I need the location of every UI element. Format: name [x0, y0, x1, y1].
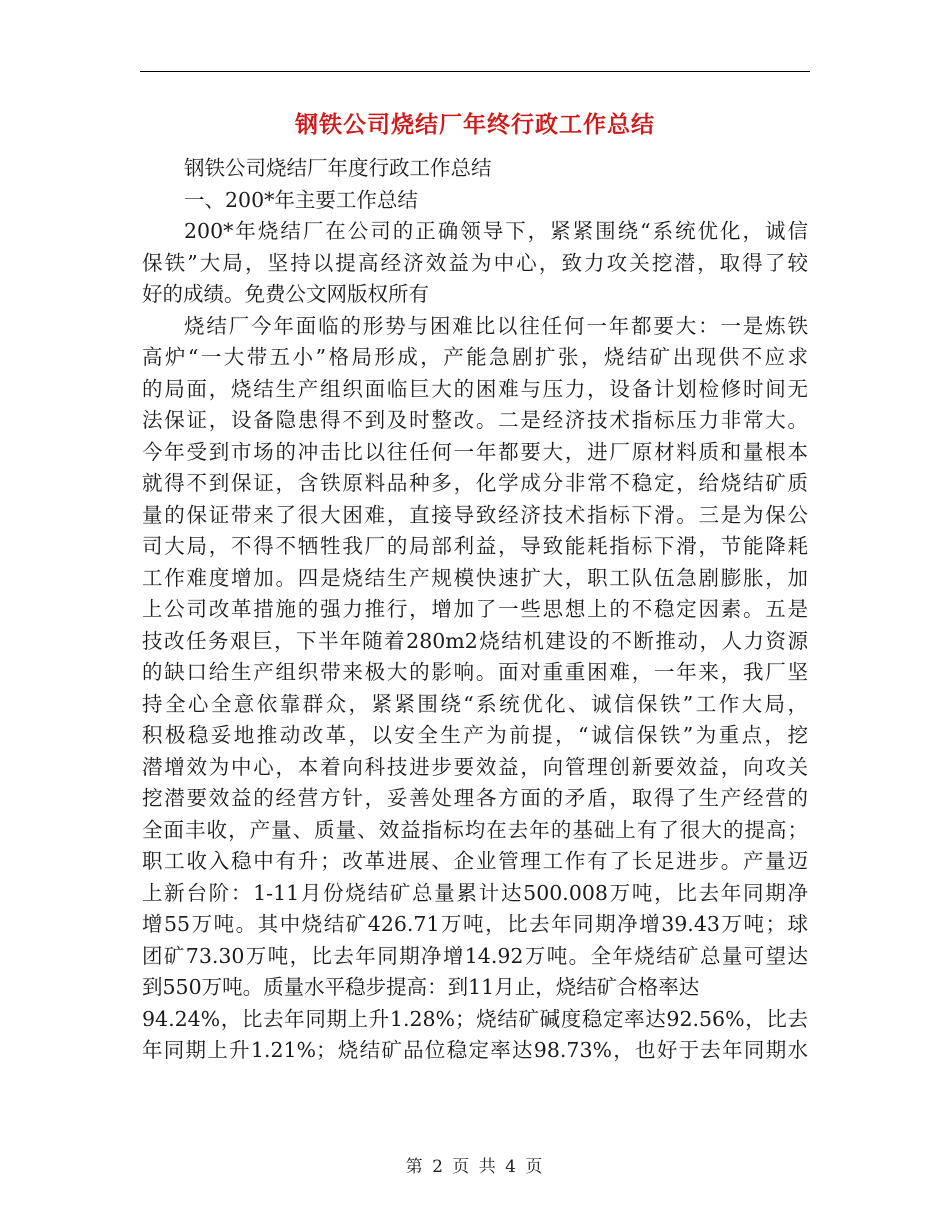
paragraph-line: 94.24%，比去年同期上升1.28%；烧结矿碱度稳定率达92.56%，比去: [142, 1006, 808, 1031]
paragraph-line: 的局面，烧结生产组织面临巨大的困难与压力，设备计划检修时间无: [142, 376, 808, 401]
paragraph-line: 团矿73.30万吨，比去年同期净增14.92万吨。全年烧结矿总量可望达: [142, 943, 808, 968]
paragraph-line: 工作难度增加。四是烧结生产规模快速扩大，职工队伍急剧膨胀，加: [142, 565, 808, 590]
paragraph-line: 全面丰收，产量、质量、效益指标均在去年的基础上有了很大的提高；: [142, 817, 808, 842]
paragraph-line: 的缺口给生产组织带来极大的影响。面对重重困难，一年来，我厂坚: [142, 660, 808, 684]
paragraph-line: 增55万吨。其中烧结矿426.71万吨，比去年同期净增39.43万吨；球: [142, 912, 808, 936]
paragraph-line: 200*年烧结厂在公司的正确领导下，紧紧围绕“系统优化，诚信: [184, 219, 808, 243]
page-number: 第 2 页 共 4 页: [405, 1157, 545, 1177]
paragraph-line: 持全心全意依靠群众，紧紧围绕“系统优化、诚信保铁”工作大局，: [142, 691, 808, 716]
paragraph-line: 烧结厂今年面临的形势与困难比以往任何一年都要大：一是炼铁: [184, 313, 808, 338]
paragraph-line: 量的保证带来了很大困难，直接导致经济技术指标下滑。三是为保公: [142, 502, 808, 527]
paragraph-line: 司大局，不得不牺牲我厂的局部利益，导致能耗指标下滑，节能降耗: [142, 534, 808, 558]
paragraph-line: 今年受到市场的冲击比以往任何一年都要大，进厂原材料质和量根本: [142, 439, 808, 464]
paragraph-line: 到550万吨。质量水平稳步提高：到11月止，烧结矿合格率达: [142, 975, 700, 999]
paragraph-line: 年同期上升1.21%；烧结矿品位稳定率达98.73%，也好于去年同期水: [142, 1038, 808, 1062]
paragraph-line: 技改任务艰巨，下半年随着280m2烧结机建设的不断推动，人力资源: [142, 628, 808, 653]
paragraph-line: 保铁”大局，坚持以提高经济效益为中心，致力攻关挖潜，取得了较: [142, 250, 808, 275]
paragraph-line: 积极稳妥地推动改革，以安全生产为前提，“诚信保铁”为重点，挖: [142, 723, 808, 747]
paragraph-line: 挖潜要效益的经营方针，妥善处理各方面的矛盾，取得了生产经营的: [142, 786, 808, 810]
paragraph-line: 上公司改革措施的强力推行，增加了一些思想上的不稳定因素。五是: [142, 597, 808, 621]
document-title: 钢铁公司烧结厂年终行政工作总结: [295, 111, 655, 138]
paragraph-line: 一、200*年主要工作总结: [184, 187, 418, 212]
header-rule: [140, 71, 810, 72]
paragraph-line: 高炉“一大带五小”格局形成，产能急剧扩张，烧结矿出现供不应求: [142, 345, 808, 369]
paragraph-line: 职工收入稳中有升；改革进展、企业管理工作有了长足进步。产量迈: [142, 849, 808, 873]
paragraph-line: 法保证，设备隐患得不到及时整改。二是经济技术指标压力非常大。: [142, 408, 808, 432]
paragraph-line: 潜增效为中心，本着向科技进步要效益，向管理创新要效益，向攻关: [142, 754, 808, 779]
paragraph-line: 上新台阶：1-11月份烧结矿总量累计达500.008万吨，比去年同期净: [142, 880, 808, 905]
document-body: [142, 153, 808, 1067]
paragraph-line: 钢铁公司烧结厂年度行政工作总结: [184, 156, 492, 180]
paragraph-line: 就得不到保证，含铁原料品种多，化学成分非常不稳定，给烧结矿质: [142, 471, 808, 495]
paragraph-line: 好的成绩。免费公文网版权所有: [142, 282, 429, 306]
